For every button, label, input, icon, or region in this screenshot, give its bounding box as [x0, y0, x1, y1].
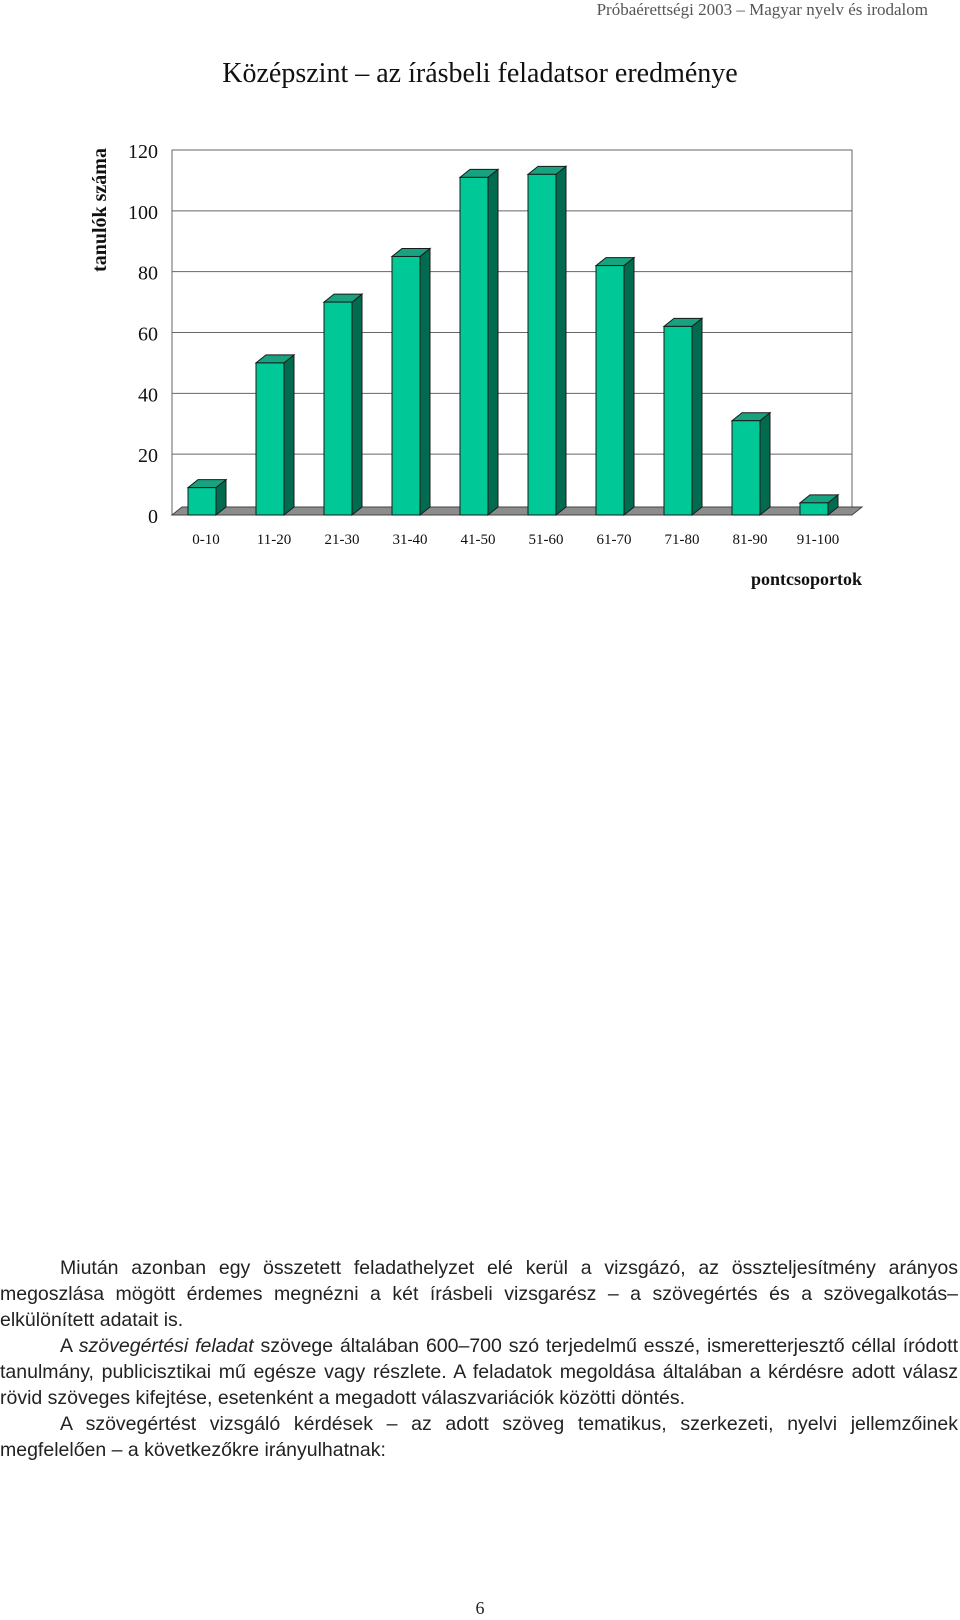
bar-side	[284, 355, 294, 515]
bar-side	[488, 169, 498, 515]
x-axis-label: pontcsoportok	[750, 569, 862, 589]
x-tick-label: 81-90	[732, 532, 768, 548]
x-tick-label: 71-80	[664, 532, 700, 548]
bar-side	[420, 248, 430, 515]
page-header: Próbaérettségi 2003 – Magyar nyelv és irodalom	[596, 0, 928, 19]
paragraph-2-lead: A	[60, 1335, 79, 1357]
paragraph-2-rest: szövege általában 600–700 szó terjedelmű esszé, ismeretterjesztő céllal íródott tanulmány, publicisztikai mű egésze vagy részlete. A feladatok megoldása általában a kérdésre adott válasz rövid szöveges kifejtése, esetenként a megadott válaszvariációk közötti döntés.	[0, 1335, 958, 1409]
y-tick-label: 40	[138, 384, 158, 407]
x-tick-label: 0-10	[192, 532, 220, 548]
y-tick-label: 20	[138, 445, 158, 468]
y-tick-label: 100	[128, 201, 158, 224]
bar	[460, 177, 488, 515]
x-tick-label: 91-100	[796, 532, 840, 548]
y-axis-label: tanulók száma	[89, 148, 111, 272]
bar	[188, 488, 216, 515]
paragraph-3: A szövegértést vizsgáló kérdések – az adott szöveg tematikus, szerkezeti, nyelvi jellemzőinek megfelelően – a következőkre irányulhatnak:	[0, 1413, 958, 1461]
bar-side	[352, 294, 362, 515]
bar	[732, 421, 760, 515]
paragraph-2	[0, 1333, 958, 1411]
bar-side	[760, 413, 770, 515]
bar	[596, 266, 624, 515]
y-tick-label: 0	[148, 506, 158, 528]
page-number: 6	[475, 1598, 485, 1618]
y-tick-label: 120	[128, 141, 158, 163]
x-tick-label: 61-70	[596, 532, 632, 548]
paragraph-2-italic: szövegértési feladat	[78, 1335, 254, 1357]
x-tick-label: 21-30	[324, 532, 360, 548]
bar	[528, 174, 556, 515]
bar	[324, 302, 352, 515]
bar	[256, 363, 284, 515]
chart-title: Középszint – az írásbeli feladatsor eredménye	[222, 58, 738, 89]
x-tick-label: 41-50	[460, 532, 496, 548]
paragraph-1: Miután azonban egy összetett feladathelyzet elé kerül a vizsgázó, az összteljesítmény arányos megoszlása mögött érdemes megnézni a két írásbeli vizsgarész – a szövegértés és a szövegalkotás– elkülönített adatait is.	[0, 1257, 958, 1331]
y-tick-label: 80	[138, 262, 158, 285]
bar	[392, 256, 420, 515]
x-tick-label: 51-60	[528, 532, 564, 548]
bar	[800, 503, 828, 515]
bar	[664, 326, 692, 515]
bar-side	[692, 318, 702, 515]
bar-side	[624, 258, 634, 515]
body-text	[0, 1255, 958, 1463]
x-tick-label: 11-20	[256, 532, 292, 548]
bar-chart	[0, 0, 960, 620]
x-tick-label: 31-40	[392, 532, 428, 548]
y-tick-label: 60	[138, 323, 158, 346]
bar-side	[556, 166, 566, 515]
